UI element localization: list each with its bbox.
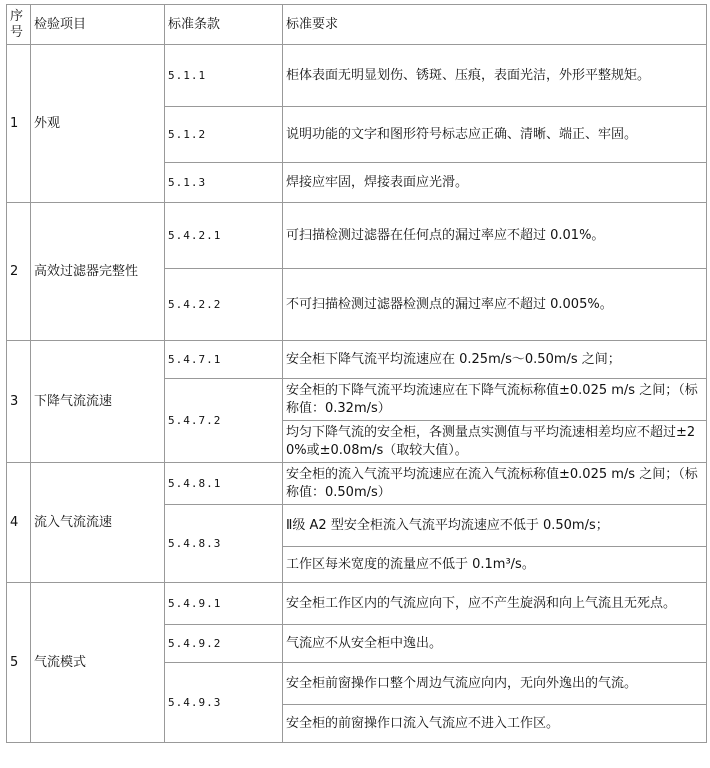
clause-cell: 5.4.7.1 <box>165 341 283 379</box>
clause-cell: 5.4.2.1 <box>165 203 283 269</box>
clause-cell: 5.4.9.2 <box>165 625 283 663</box>
item-cell: 下降气流流速 <box>31 341 165 463</box>
requirement-cell: 安全柜下降气流平均流速应在 0.25m/s～0.50m/s 之间； <box>283 341 707 379</box>
standards-table <box>6 4 707 743</box>
requirement-cell: 不可扫描检测过滤器检测点的漏过率应不超过 0.005%。 <box>283 269 707 341</box>
clause-cell: 5.4.7.2 <box>165 379 283 463</box>
requirement-cell: 工作区每米宽度的流量应不低于 0.1m³/s。 <box>283 547 707 583</box>
requirement-cell: 均匀下降气流的安全柜，各测量点实测值与平均流速相差均应不超过±20%或±0.08m/s（取较大值）。 <box>283 421 707 463</box>
requirement-cell: 安全柜的前窗操作口流入气流应不进入工作区。 <box>283 705 707 743</box>
item-cell: 气流模式 <box>31 583 165 743</box>
seq-cell: 2 <box>7 203 31 341</box>
seq-cell: 1 <box>7 45 31 203</box>
requirement-cell: 安全柜工作区内的气流应向下，应不产生旋涡和向上气流且无死点。 <box>283 583 707 625</box>
clause-cell: 5.1.2 <box>165 107 283 163</box>
seq-cell: 3 <box>7 341 31 463</box>
seq-cell: 5 <box>7 583 31 743</box>
table-row <box>7 203 707 269</box>
requirement-cell: 说明功能的文字和图形符号标志应正确、清晰、端正、牢固。 <box>283 107 707 163</box>
requirement-cell: 柜体表面无明显划伤、锈斑、压痕，表面光洁，外形平整规矩。 <box>283 45 707 107</box>
clause-cell: 5.4.8.1 <box>165 463 283 505</box>
requirement-cell: 安全柜的下降气流平均流速应在下降气流标称值±0.025 m/s 之间；（标称值：0.32m/s） <box>283 379 707 421</box>
requirement-cell: 安全柜前窗操作口整个周边气流应向内，无向外逸出的气流。 <box>283 663 707 705</box>
clause-cell: 5.1.1 <box>165 45 283 107</box>
item-cell: 外观 <box>31 45 165 203</box>
header-seq: 序号 <box>7 5 31 45</box>
table-header-row <box>7 5 707 45</box>
header-item: 检验项目 <box>31 5 165 45</box>
clause-cell: 5.4.9.3 <box>165 663 283 743</box>
requirement-cell: Ⅱ级 A2 型安全柜流入气流平均流速应不低于 0.50m/s； <box>283 505 707 547</box>
header-clause: 标准条款 <box>165 5 283 45</box>
requirement-cell: 焊接应牢固，焊接表面应光滑。 <box>283 163 707 203</box>
requirement-cell: 气流应不从安全柜中逸出。 <box>283 625 707 663</box>
table-row <box>7 45 707 107</box>
table-row <box>7 341 707 379</box>
clause-cell: 5.4.2.2 <box>165 269 283 341</box>
requirement-cell: 安全柜的流入气流平均流速应在流入气流标称值±0.025 m/s 之间；（标称值：0.50m/s） <box>283 463 707 505</box>
clause-cell: 5.4.9.1 <box>165 583 283 625</box>
clause-cell: 5.1.3 <box>165 163 283 203</box>
requirement-cell: 可扫描检测过滤器在任何点的漏过率应不超过 0.01%。 <box>283 203 707 269</box>
item-cell: 高效过滤器完整性 <box>31 203 165 341</box>
item-cell: 流入气流流速 <box>31 463 165 583</box>
clause-cell: 5.4.8.3 <box>165 505 283 583</box>
table-row <box>7 463 707 505</box>
table-row <box>7 583 707 625</box>
header-requirement: 标准要求 <box>283 5 707 45</box>
seq-cell: 4 <box>7 463 31 583</box>
